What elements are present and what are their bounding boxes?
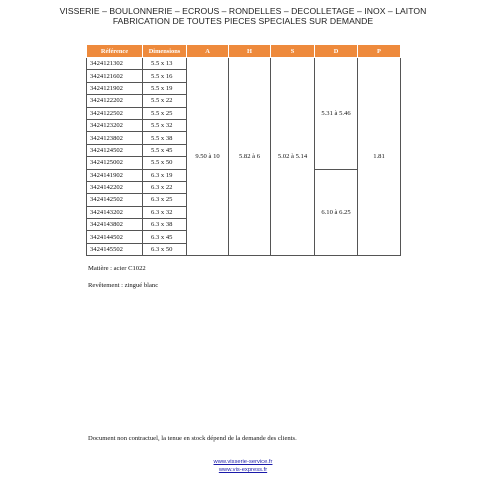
- s-value-cell: 5.02 à 5.14: [271, 58, 315, 256]
- dimension-cell: 6.3 x 19: [143, 169, 187, 181]
- d-value-cell-group-2: 6.10 à 6.25: [315, 169, 358, 256]
- dimension-cell: 5.5 x 19: [143, 82, 187, 94]
- reference-cell: 3424123802: [87, 132, 143, 144]
- column-header-s: S: [271, 45, 315, 58]
- spec-table: [86, 44, 401, 256]
- dimension-cell: 6.3 x 45: [143, 231, 187, 243]
- table-row: [87, 58, 401, 70]
- dimension-cell: 6.3 x 25: [143, 194, 187, 206]
- reference-cell: 3424121902: [87, 82, 143, 94]
- vis-express-link[interactable]: www.vis-express.fr: [218, 467, 268, 473]
- reference-cell: 3424142502: [87, 194, 143, 206]
- reference-cell: 3424142202: [87, 181, 143, 193]
- dimension-cell: 5.5 x 50: [143, 157, 187, 169]
- column-header-a: A: [187, 45, 229, 58]
- dimension-cell: 5.5 x 13: [143, 58, 187, 70]
- column-header-p: P: [358, 45, 401, 58]
- column-header-d: D: [315, 45, 358, 58]
- header-line-1: VISSERIE – BOULONNERIE – ECROUS – RONDELLES – DECOLLETAGE – INOX – LAITON: [59, 6, 427, 16]
- a-value-cell: 9.50 à 10: [187, 58, 229, 256]
- p-value-cell: 1.81: [358, 58, 401, 256]
- page-header: [0, 6, 486, 26]
- column-header-h: H: [229, 45, 271, 58]
- disclaimer-text: Document non contractuel, la tenue en stock dépend de la demande des clients.: [88, 435, 297, 442]
- d-value-cell-group-1: 5.31 à 5.46: [315, 58, 358, 170]
- reference-cell: 3424121602: [87, 70, 143, 82]
- reference-cell: 3424122502: [87, 107, 143, 119]
- reference-cell: 3424143802: [87, 219, 143, 231]
- visserie-service-link[interactable]: www.visserie-service.fr: [213, 459, 273, 465]
- dimension-cell: 5.5 x 38: [143, 132, 187, 144]
- reference-cell: 3424123202: [87, 119, 143, 131]
- material-note: Matière : acier C1022: [88, 265, 146, 272]
- dimension-cell: 5.5 x 32: [143, 119, 187, 131]
- reference-cell: 3424125002: [87, 157, 143, 169]
- header-line-2: FABRICATION DE TOUTES PIECES SPECIALES SUR DEMANDE: [112, 16, 374, 26]
- dimension-cell: 6.3 x 50: [143, 243, 187, 255]
- column-header-reference: Référence: [87, 45, 143, 58]
- reference-cell: 3424145502: [87, 243, 143, 255]
- h-value-cell: 5.82 à 6: [229, 58, 271, 256]
- reference-cell: 3424122202: [87, 95, 143, 107]
- coating-note: Revêtement : zingué blanc: [88, 282, 159, 289]
- reference-cell: 3424121302: [87, 58, 143, 70]
- reference-cell: 3424144502: [87, 231, 143, 243]
- column-header-dimensions: Dimensions: [143, 45, 187, 58]
- dimension-cell: 5.5 x 22: [143, 95, 187, 107]
- reference-cell: 3424141902: [87, 169, 143, 181]
- dimension-cell: 5.5 x 16: [143, 70, 187, 82]
- reference-cell: 3424143202: [87, 206, 143, 218]
- table-header-row: [87, 45, 401, 58]
- dimension-cell: 5.5 x 45: [143, 144, 187, 156]
- reference-cell: 3424124502: [87, 144, 143, 156]
- dimension-cell: 6.3 x 32: [143, 206, 187, 218]
- dimension-cell: 5.5 x 25: [143, 107, 187, 119]
- dimension-cell: 6.3 x 22: [143, 181, 187, 193]
- dimension-cell: 6.3 x 38: [143, 219, 187, 231]
